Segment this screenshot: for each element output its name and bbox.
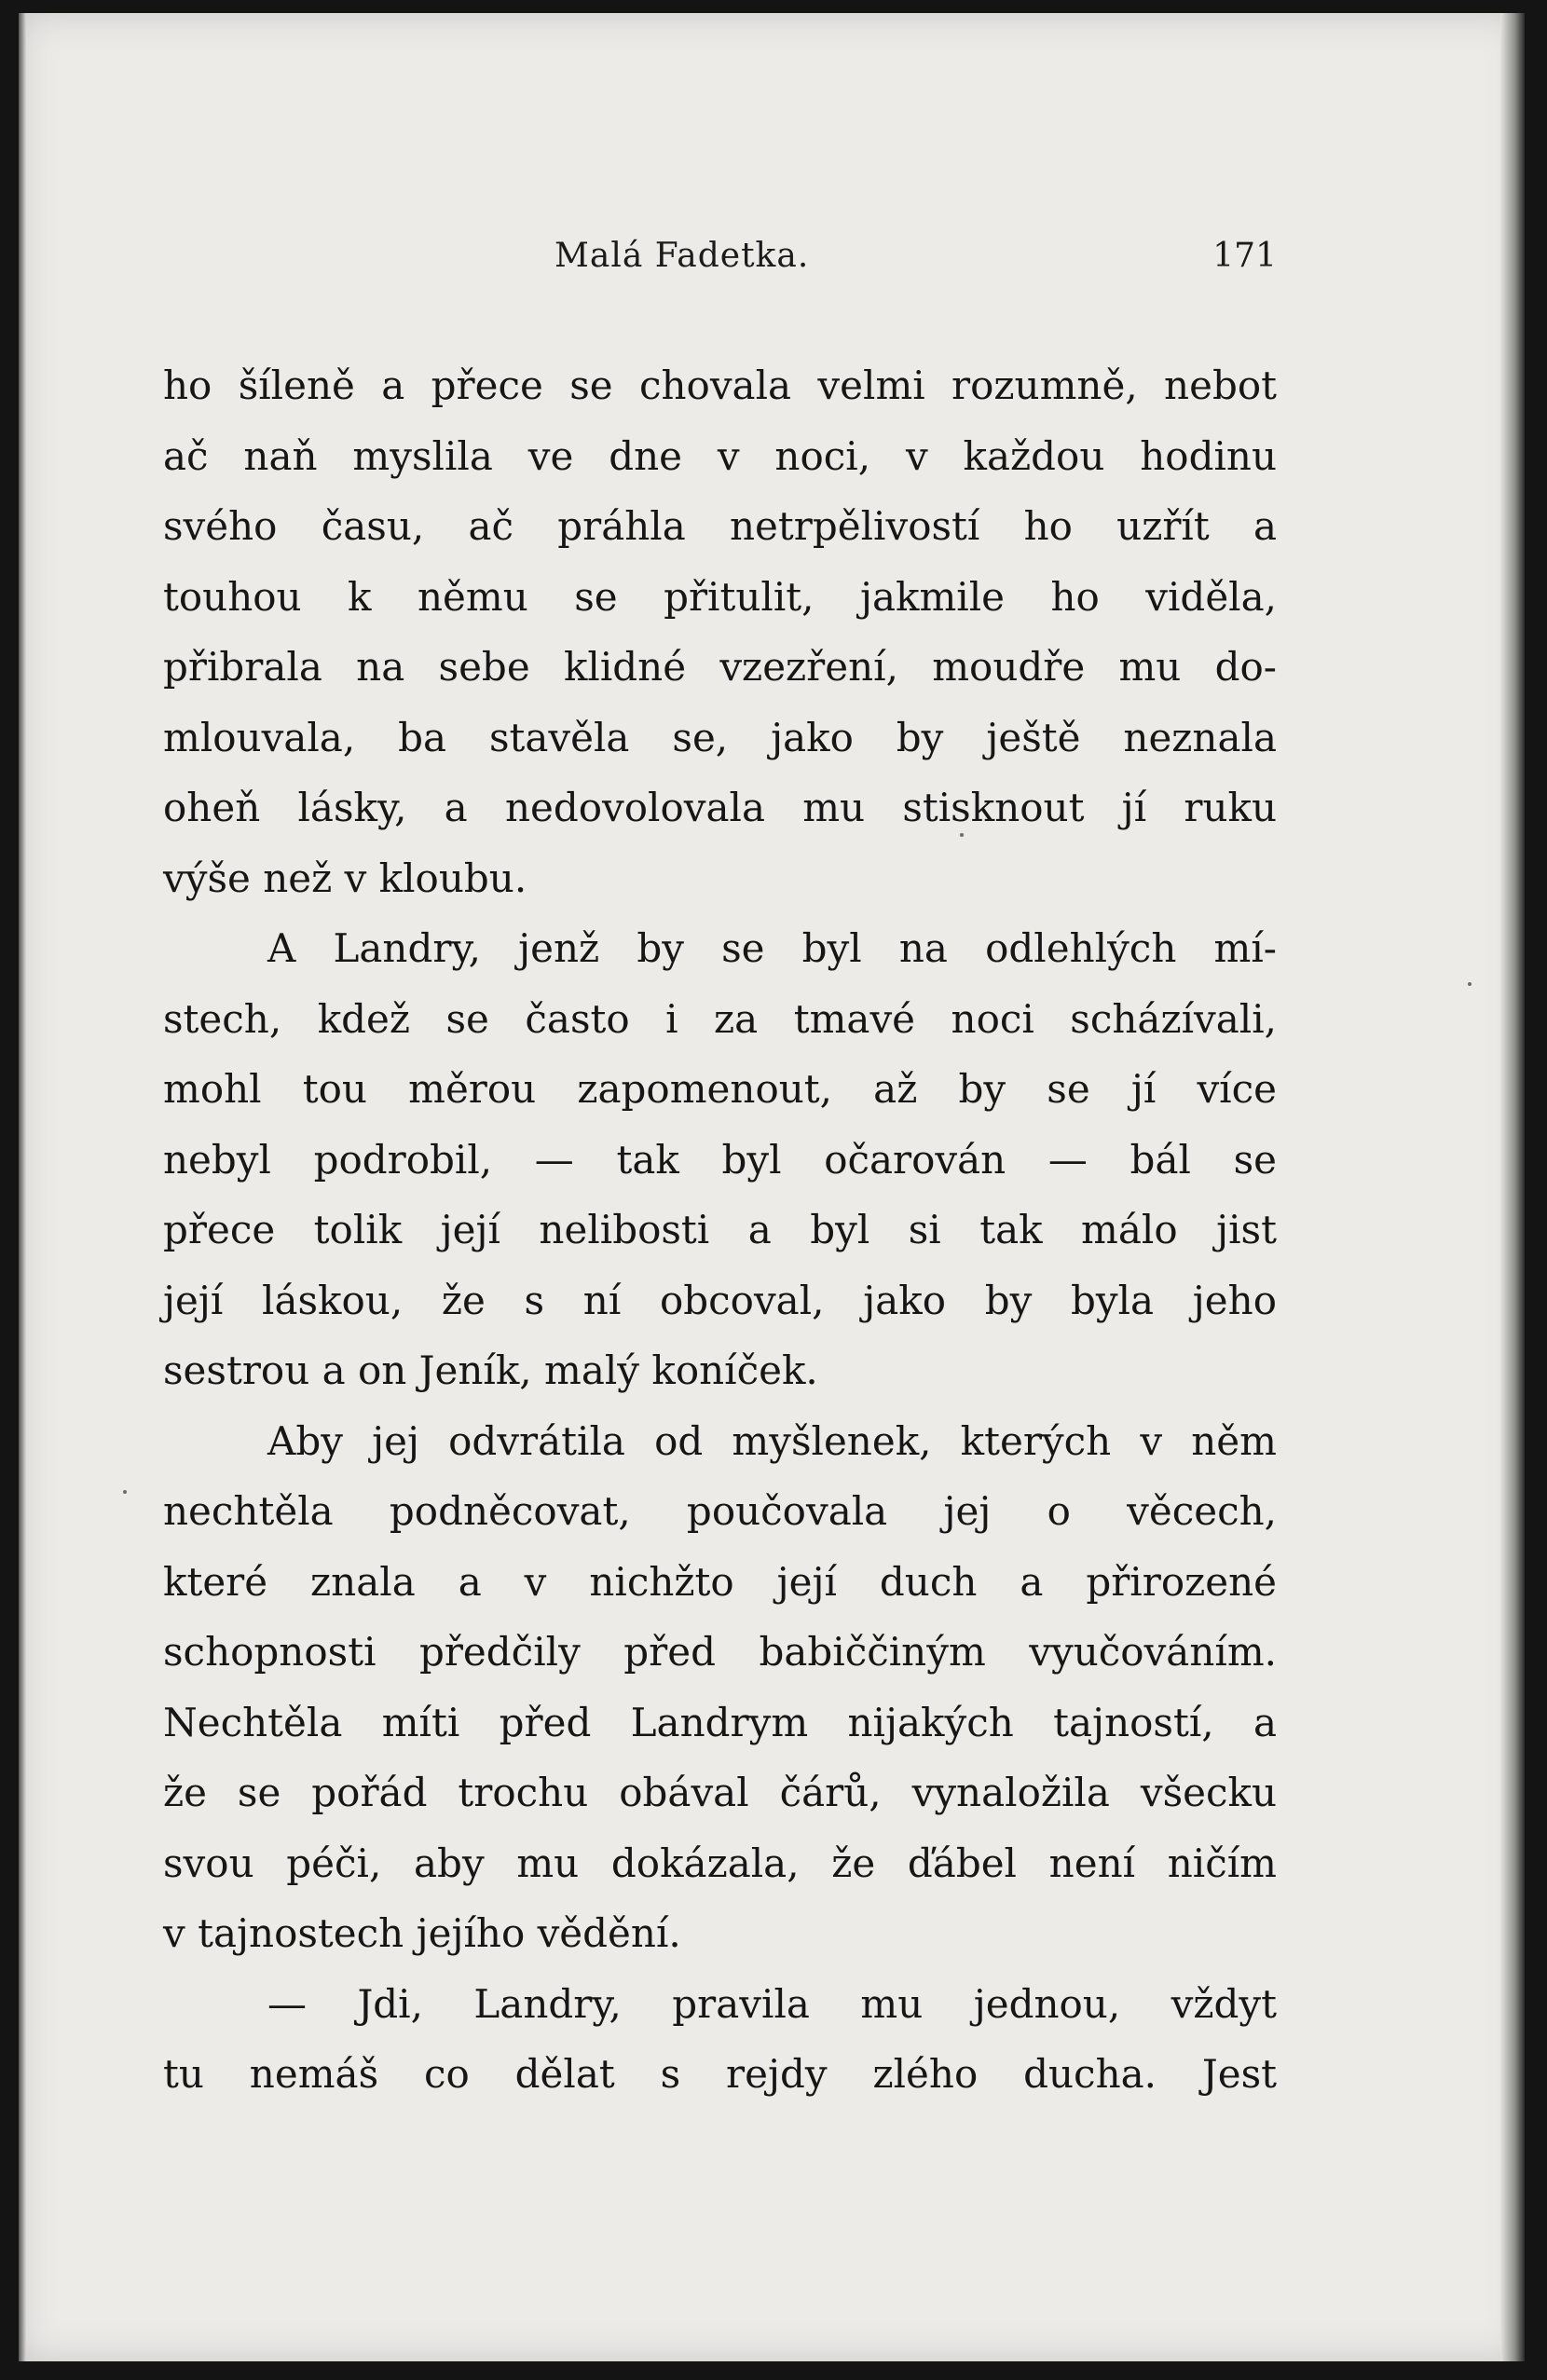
- text-line: že se pořád trochu obával čárů, vynaložila všecku: [163, 1770, 1277, 1815]
- text-line: tu nemáš co dělat s rejdy zlého ducha. Jest: [163, 2051, 1277, 2097]
- text-line: ač naň myslila ve dne v noci, v každou hodinu: [163, 432, 1277, 479]
- page-number: 171: [1212, 237, 1277, 275]
- text-line: Aby jej odvrátila od myšlenek, kterých v něm: [267, 1417, 1277, 1464]
- paper-speck: [123, 1490, 127, 1494]
- text-line: mohl tou měrou zapomenout, až by se jí více: [163, 1066, 1277, 1112]
- running-title: Malá Fadetka.: [554, 237, 810, 275]
- text-line: Nechtěla míti před Landrym nijakých tajností, a: [163, 1699, 1277, 1745]
- text-line: oheň lásky, a nedovolovala mu stisknout jí ruku: [163, 785, 1277, 830]
- text-line: svou péči, aby mu dokázala, že ďábel není ničím: [163, 1840, 1277, 1886]
- text-line: svého času, ač práhla netrpělivostí ho uzřít a: [163, 503, 1277, 549]
- text-line: A Landry, jenž by se byl na odlehlých mí-: [267, 925, 1277, 971]
- page-header: [144, 237, 1277, 283]
- text-line: stech, kdež se často i za tmavé noci scházívali,: [163, 995, 1277, 1042]
- text-line: které znala a v nichžto její duch a přirozené: [163, 1558, 1277, 1605]
- book-page: [19, 13, 1525, 2361]
- text-line: mlouvala, ba stavěla se, jako by ještě neznala: [163, 714, 1277, 760]
- text-line: sestrou a on Jeník, malý koníček.: [163, 1347, 818, 1393]
- text-line: přece tolik její nelibosti a byl si tak málo jist: [163, 1207, 1277, 1252]
- text-line: její láskou, že s ní obcoval, jako by byla jeho: [163, 1277, 1277, 1323]
- page-right-edge: [1500, 13, 1525, 2361]
- text-line: ho šíleně a přece se chovala velmi rozumně, nebot: [163, 362, 1277, 408]
- text-line: nebyl podrobil, — tak byl očarován — bál se: [163, 1136, 1277, 1183]
- paper-speck: [1468, 982, 1472, 986]
- text-line: touhou k němu se přitulit, jakmile ho viděla,: [163, 573, 1277, 620]
- text-line: v tajnostech jejího vědění.: [163, 1910, 681, 1956]
- text-line: přibrala na sebe klidné vzezření, moudře mu do-: [163, 644, 1277, 690]
- text-line: výše než v kloubu.: [163, 855, 527, 901]
- text-line: nechtěla podněcovat, poučovala jej o věcech,: [163, 1488, 1277, 1534]
- body-text: [163, 350, 1277, 2110]
- text-line: — Jdi, Landry, pravila mu jednou, vždyt: [267, 1980, 1277, 2027]
- text-line: schopnosti předčily před babiččiným vyučováním.: [163, 1629, 1277, 1675]
- page-spine-edge: [19, 13, 26, 2361]
